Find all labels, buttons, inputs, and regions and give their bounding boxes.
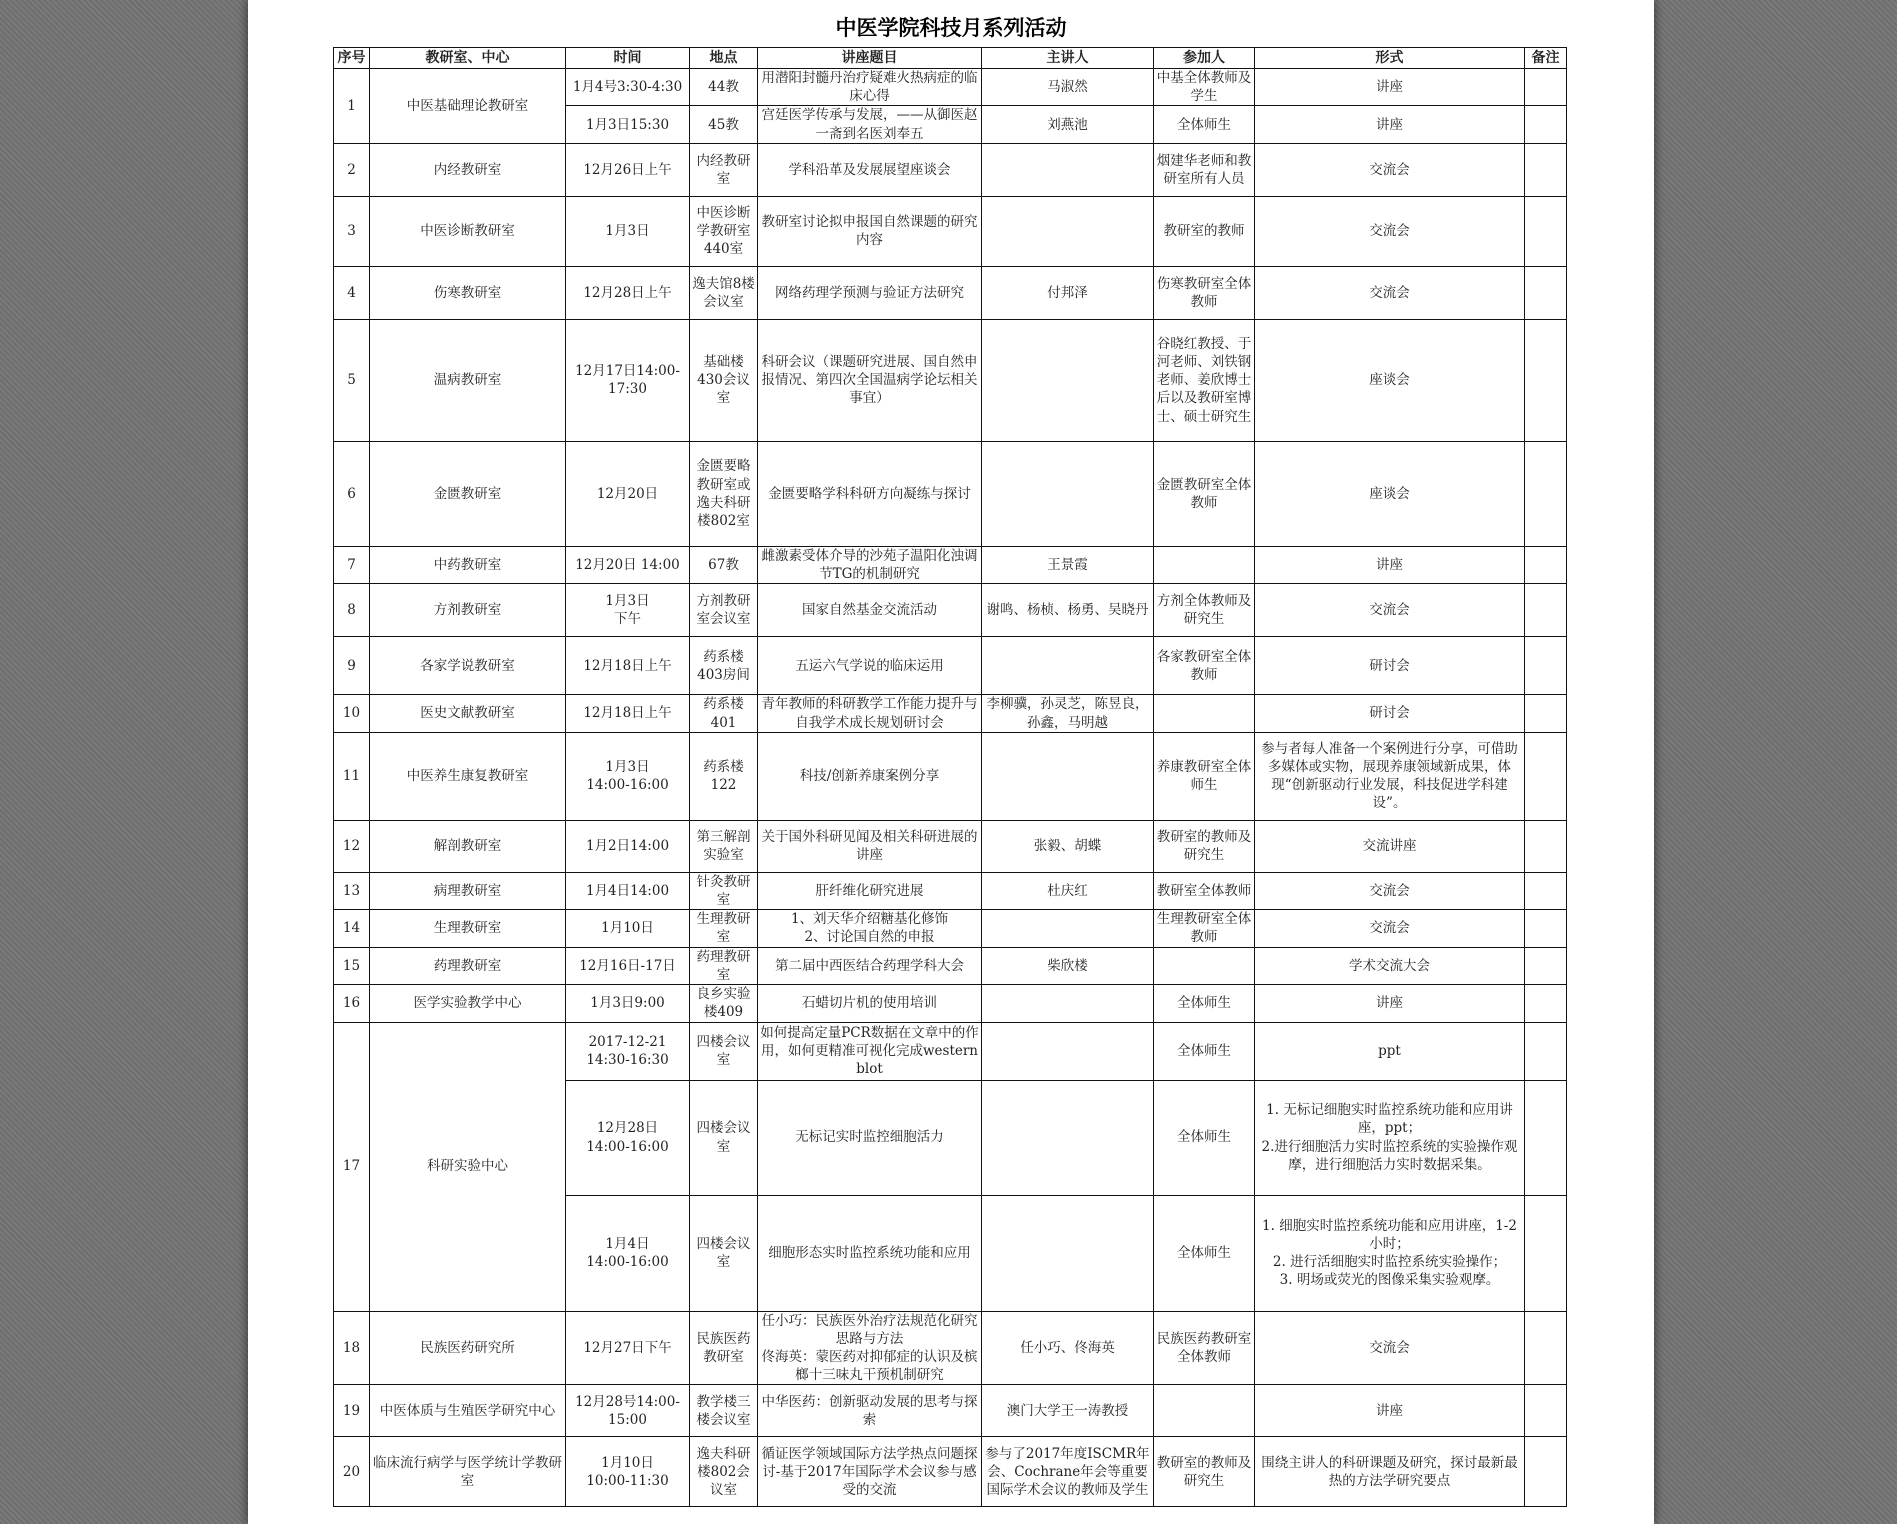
attendees-cell: 全体师生: [1154, 1022, 1255, 1080]
row-number-cell: 17: [334, 1022, 370, 1311]
note-cell: [1525, 106, 1567, 143]
speaker-cell: 柴欣楼: [982, 947, 1154, 984]
attendees-cell: 全体师生: [1154, 1080, 1255, 1195]
time-cell: 12月20日 14:00: [566, 546, 690, 583]
row-number-cell: 7: [334, 546, 370, 583]
format-cell: 1. 无标记细胞实时监控系统功能和应用讲座，ppt； 2.进行细胞活力实时监控系统的实验操作观摩，进行细胞活力实时数据采集。: [1255, 1080, 1525, 1195]
attendees-cell: [1154, 546, 1255, 583]
row-number-cell: 8: [334, 584, 370, 637]
topic-cell: 教研室讨论拟申报国自然课题的研究内容: [758, 196, 982, 266]
topic-cell: 用潜阳封髓丹治疗疑难火热病症的临床心得: [758, 69, 982, 106]
speaker-cell: [982, 319, 1154, 441]
speaker-cell: 张毅、胡蝶: [982, 820, 1154, 872]
time-cell: 12月28号14:00-15:00: [566, 1385, 690, 1437]
format-cell: 讲座: [1255, 69, 1525, 106]
header-cell: 序号: [334, 48, 370, 69]
format-cell: 讲座: [1255, 106, 1525, 143]
attendees-cell: 方剂全体教师及研究生: [1154, 584, 1255, 637]
place-cell: 第三解剖实验室: [690, 820, 758, 872]
attendees-cell: 教研室的教师及研究生: [1154, 820, 1255, 872]
table-row: [334, 695, 1567, 732]
department-cell: 方剂教研室: [370, 584, 566, 637]
place-cell: 良乡实验楼409: [690, 985, 758, 1022]
table-row: [334, 910, 1567, 947]
topic-cell: 细胞形态实时监控系统功能和应用: [758, 1195, 982, 1311]
time-cell: 12月26日上午: [566, 143, 690, 196]
row-number-cell: 14: [334, 910, 370, 947]
table-row: [334, 584, 1567, 637]
department-cell: 民族医药研究所: [370, 1311, 566, 1385]
department-cell: 内经教研室: [370, 143, 566, 196]
note-cell: [1525, 319, 1567, 441]
time-cell: 12月28日 14:00-16:00: [566, 1080, 690, 1195]
table-row: [334, 69, 1567, 106]
speaker-cell: [982, 637, 1154, 695]
note-cell: [1525, 1080, 1567, 1195]
speaker-cell: [982, 985, 1154, 1022]
format-cell: 1. 细胞实时监控系统功能和应用讲座，1-2小时； 2. 进行活细胞实时监控系统实验操作； 3. 明场或荧光的图像采集实验观摩。: [1255, 1195, 1525, 1311]
place-cell: 方剂教研室会议室: [690, 584, 758, 637]
topic-cell: 金匮要略学科科研方向凝练与探讨: [758, 441, 982, 546]
attendees-cell: [1154, 695, 1255, 732]
topic-cell: 科研会议（课题研究进展、国自然申报情况、第四次全国温病学论坛相关事宜）: [758, 319, 982, 441]
format-cell: 研讨会: [1255, 637, 1525, 695]
row-number-cell: 15: [334, 947, 370, 984]
time-cell: 12月28日上午: [566, 266, 690, 319]
time-cell: 12月20日: [566, 441, 690, 546]
row-number-cell: 13: [334, 872, 370, 909]
format-cell: ppt: [1255, 1022, 1525, 1080]
topic-cell: 青年教师的科研教学工作能力提升与自我学术成长规划研讨会: [758, 695, 982, 732]
attendees-cell: [1154, 1385, 1255, 1437]
row-number-cell: 2: [334, 143, 370, 196]
attendees-cell: 中基全体教师及学生: [1154, 69, 1255, 106]
note-cell: [1525, 985, 1567, 1022]
row-number-cell: 4: [334, 266, 370, 319]
topic-cell: 肝纤维化研究进展: [758, 872, 982, 909]
time-cell: 12月17日14:00-17:30: [566, 319, 690, 441]
place-cell: 药系楼401: [690, 695, 758, 732]
row-number-cell: 9: [334, 637, 370, 695]
topic-cell: 学科沿革及发展展望座谈会: [758, 143, 982, 196]
topic-cell: 无标记实时监控细胞活力: [758, 1080, 982, 1195]
time-cell: 1月4号3:30-4:30: [566, 69, 690, 106]
department-cell: 温病教研室: [370, 319, 566, 441]
department-cell: 药理教研室: [370, 947, 566, 984]
topic-cell: 科技/创新养康案例分享: [758, 732, 982, 820]
speaker-cell: 李柳骥，孙灵芝，陈昱良，孙鑫，马明越: [982, 695, 1154, 732]
format-cell: 交流会: [1255, 584, 1525, 637]
note-cell: [1525, 1385, 1567, 1437]
speaker-cell: 付邦泽: [982, 266, 1154, 319]
row-number-cell: 6: [334, 441, 370, 546]
table-row: [334, 266, 1567, 319]
speaker-cell: [982, 910, 1154, 947]
topic-cell: 循证医学领域国际方法学热点问题探讨-基于2017年国际学术会议参与感受的交流: [758, 1437, 982, 1507]
header-cell: 主讲人: [982, 48, 1154, 69]
attendees-cell: 各家教研室全体教师: [1154, 637, 1255, 695]
attendees-cell: 教研室的教师: [1154, 196, 1255, 266]
row-number-cell: 1: [334, 69, 370, 144]
format-cell: 围绕主讲人的科研课题及研究，探讨最新最热的方法学研究要点: [1255, 1437, 1525, 1507]
place-cell: 基础楼430会议室: [690, 319, 758, 441]
table-row: [334, 985, 1567, 1022]
time-cell: 12月18日上午: [566, 637, 690, 695]
place-cell: 45教: [690, 106, 758, 143]
note-cell: [1525, 584, 1567, 637]
table-row: [334, 1022, 1567, 1080]
speaker-cell: 马淑然: [982, 69, 1154, 106]
topic-cell: 任小巧：民族医外治疗法规范化研究思路与方法 佟海英：蒙医药对抑郁症的认识及槟榔十三味丸干预机制研究: [758, 1311, 982, 1385]
attendees-cell: 民族医药教研室全体教师: [1154, 1311, 1255, 1385]
row-number-cell: 20: [334, 1437, 370, 1507]
time-cell: 1月4日14:00: [566, 872, 690, 909]
note-cell: [1525, 695, 1567, 732]
place-cell: 44教: [690, 69, 758, 106]
time-cell: 1月3日: [566, 196, 690, 266]
note-cell: [1525, 143, 1567, 196]
header-cell: 时间: [566, 48, 690, 69]
note-cell: [1525, 637, 1567, 695]
speaker-cell: [982, 1022, 1154, 1080]
time-cell: 1月4日 14:00-16:00: [566, 1195, 690, 1311]
format-cell: 学术交流大会: [1255, 947, 1525, 984]
department-cell: 中医养生康复教研室: [370, 732, 566, 820]
table-row: [334, 732, 1567, 820]
note-cell: [1525, 1022, 1567, 1080]
attendees-cell: 教研室的教师及研究生: [1154, 1437, 1255, 1507]
department-cell: 临床流行病学与医学统计学教研室: [370, 1437, 566, 1507]
table-row: [334, 820, 1567, 872]
header-cell: 备注: [1525, 48, 1567, 69]
topic-cell: 宫廷医学传承与发展，——从御医赵一斋到名医刘奉五: [758, 106, 982, 143]
format-cell: 交流讲座: [1255, 820, 1525, 872]
place-cell: 四楼会议室: [690, 1195, 758, 1311]
topic-cell: 第二届中西医结合药理学科大会: [758, 947, 982, 984]
note-cell: [1525, 820, 1567, 872]
schedule-table: [333, 47, 1567, 1507]
time-cell: 12月18日上午: [566, 695, 690, 732]
note-cell: [1525, 1311, 1567, 1385]
topic-cell: 国家自然基金交流活动: [758, 584, 982, 637]
format-cell: 讲座: [1255, 546, 1525, 583]
speaker-cell: [982, 1195, 1154, 1311]
speaker-cell: [982, 441, 1154, 546]
department-cell: 中药教研室: [370, 546, 566, 583]
department-cell: 各家学说教研室: [370, 637, 566, 695]
speaker-cell: [982, 143, 1154, 196]
department-cell: 医史文献教研室: [370, 695, 566, 732]
topic-cell: 网络药理学预测与验证方法研究: [758, 266, 982, 319]
speaker-cell: 参与了2017年度ISCMR年会、Cochrane年会等重要国际学术会议的教师及学生: [982, 1437, 1154, 1507]
place-cell: 逸夫馆8楼会议室: [690, 266, 758, 319]
note-cell: [1525, 266, 1567, 319]
speaker-cell: 谢鸣、杨桢、杨勇、吴晓丹: [982, 584, 1154, 637]
department-cell: 伤寒教研室: [370, 266, 566, 319]
speaker-cell: 刘燕池: [982, 106, 1154, 143]
topic-cell: 雌激素受体介导的沙苑子温阳化浊调节TG的机制研究: [758, 546, 982, 583]
speaker-cell: 王景霞: [982, 546, 1154, 583]
format-cell: 交流会: [1255, 266, 1525, 319]
row-number-cell: 5: [334, 319, 370, 441]
time-cell: 1月10日: [566, 910, 690, 947]
attendees-cell: 全体师生: [1154, 1195, 1255, 1311]
format-cell: 交流会: [1255, 196, 1525, 266]
place-cell: 药理教研室: [690, 947, 758, 984]
topic-cell: 如何提高定量PCR数据在文章中的作用，如何更精准可视化完成western blot: [758, 1022, 982, 1080]
attendees-cell: 烟建华老师和教研室所有人员: [1154, 143, 1255, 196]
table-row: [334, 1385, 1567, 1437]
department-cell: 病理教研室: [370, 872, 566, 909]
table-row: [334, 441, 1567, 546]
format-cell: 参与者每人准备一个案例进行分享，可借助多媒体或实物，展现养康领域新成果，体现“创新驱动行业发展，科技促进学科建设”。: [1255, 732, 1525, 820]
place-cell: 金匮要略教研室或逸夫科研楼802室: [690, 441, 758, 546]
table-body: [334, 69, 1567, 1507]
time-cell: 2017-12-21 14:30-16:30: [566, 1022, 690, 1080]
note-cell: [1525, 1437, 1567, 1507]
header-cell: 教研室、中心: [370, 48, 566, 69]
attendees-cell: 金匮教研室全体教师: [1154, 441, 1255, 546]
document-page: [248, 0, 1654, 1524]
format-cell: 座谈会: [1255, 319, 1525, 441]
time-cell: 1月3日9:00: [566, 985, 690, 1022]
format-cell: 交流会: [1255, 872, 1525, 909]
row-number-cell: 12: [334, 820, 370, 872]
header-cell: 参加人: [1154, 48, 1255, 69]
time-cell: 1月2日14:00: [566, 820, 690, 872]
table-row: [334, 319, 1567, 441]
table-row: [334, 196, 1567, 266]
table-row: [334, 637, 1567, 695]
place-cell: 67教: [690, 546, 758, 583]
table-row: [334, 1311, 1567, 1385]
row-number-cell: 3: [334, 196, 370, 266]
table-row: [334, 872, 1567, 909]
note-cell: [1525, 910, 1567, 947]
place-cell: 四楼会议室: [690, 1080, 758, 1195]
format-cell: 交流会: [1255, 910, 1525, 947]
time-cell: 1月3日 14:00-16:00: [566, 732, 690, 820]
time-cell: 12月27日下午: [566, 1311, 690, 1385]
attendees-cell: 伤寒教研室全体教师: [1154, 266, 1255, 319]
place-cell: 内经教研室: [690, 143, 758, 196]
note-cell: [1525, 1195, 1567, 1311]
table-row: [334, 1437, 1567, 1507]
speaker-cell: 任小巧、佟海英: [982, 1311, 1154, 1385]
note-cell: [1525, 196, 1567, 266]
time-cell: 1月10日 10:00-11:30: [566, 1437, 690, 1507]
speaker-cell: [982, 732, 1154, 820]
topic-cell: 1、刘天华介绍糖基化修饰 2、讨论国自然的申报: [758, 910, 982, 947]
department-cell: 生理教研室: [370, 910, 566, 947]
table-row: [334, 947, 1567, 984]
department-cell: 中医诊断教研室: [370, 196, 566, 266]
format-cell: 交流会: [1255, 143, 1525, 196]
speaker-cell: 澳门大学王一涛教授: [982, 1385, 1154, 1437]
header-cell: 形式: [1255, 48, 1525, 69]
attendees-cell: [1154, 947, 1255, 984]
note-cell: [1525, 441, 1567, 546]
row-number-cell: 18: [334, 1311, 370, 1385]
place-cell: 教学楼三楼会议室: [690, 1385, 758, 1437]
place-cell: 药系楼403房间: [690, 637, 758, 695]
place-cell: 生理教研室: [690, 910, 758, 947]
place-cell: 药系楼122: [690, 732, 758, 820]
place-cell: 四楼会议室: [690, 1022, 758, 1080]
place-cell: 民族医药教研室: [690, 1311, 758, 1385]
department-cell: 中医基础理论教研室: [370, 69, 566, 144]
attendees-cell: 养康教研室全体师生: [1154, 732, 1255, 820]
note-cell: [1525, 732, 1567, 820]
header-cell: 地点: [690, 48, 758, 69]
place-cell: 中医诊断学教研室440室: [690, 196, 758, 266]
speaker-cell: [982, 196, 1154, 266]
department-cell: 科研实验中心: [370, 1022, 566, 1311]
topic-cell: 关于国外科研见闻及相关科研进展的讲座: [758, 820, 982, 872]
format-cell: 讲座: [1255, 985, 1525, 1022]
time-cell: 12月16日-17日: [566, 947, 690, 984]
format-cell: 交流会: [1255, 1311, 1525, 1385]
note-cell: [1525, 546, 1567, 583]
topic-cell: 中华医药：创新驱动发展的思考与探索: [758, 1385, 982, 1437]
topic-cell: 五运六气学说的临床运用: [758, 637, 982, 695]
topic-cell: 石蜡切片机的使用培训: [758, 985, 982, 1022]
note-cell: [1525, 69, 1567, 106]
time-cell: 1月3日 下午: [566, 584, 690, 637]
attendees-cell: 全体师生: [1154, 985, 1255, 1022]
attendees-cell: 教研室全体教师: [1154, 872, 1255, 909]
row-number-cell: 16: [334, 985, 370, 1022]
attendees-cell: 全体师生: [1154, 106, 1255, 143]
place-cell: 针灸教研室: [690, 872, 758, 909]
table-header-row: [334, 48, 1567, 69]
table-row: [334, 546, 1567, 583]
note-cell: [1525, 947, 1567, 984]
speaker-cell: 杜庆红: [982, 872, 1154, 909]
format-cell: 讲座: [1255, 1385, 1525, 1437]
department-cell: 医学实验教学中心: [370, 985, 566, 1022]
department-cell: 解剖教研室: [370, 820, 566, 872]
attendees-cell: 生理教研室全体教师: [1154, 910, 1255, 947]
place-cell: 逸夫科研楼802会议室: [690, 1437, 758, 1507]
row-number-cell: 19: [334, 1385, 370, 1437]
table-row: [334, 143, 1567, 196]
format-cell: 座谈会: [1255, 441, 1525, 546]
format-cell: 研讨会: [1255, 695, 1525, 732]
department-cell: 金匮教研室: [370, 441, 566, 546]
row-number-cell: 11: [334, 732, 370, 820]
speaker-cell: [982, 1080, 1154, 1195]
attendees-cell: 谷晓红教授、于河老师、刘铁钢老师、姜欣博士后以及教研室博士、硕士研究生: [1154, 319, 1255, 441]
row-number-cell: 10: [334, 695, 370, 732]
note-cell: [1525, 872, 1567, 909]
time-cell: 1月3日15:30: [566, 106, 690, 143]
header-cell: 讲座题目: [758, 48, 982, 69]
page-title: 中医学院科技月系列活动: [835, 16, 1067, 40]
department-cell: 中医体质与生殖医学研究中心: [370, 1385, 566, 1437]
